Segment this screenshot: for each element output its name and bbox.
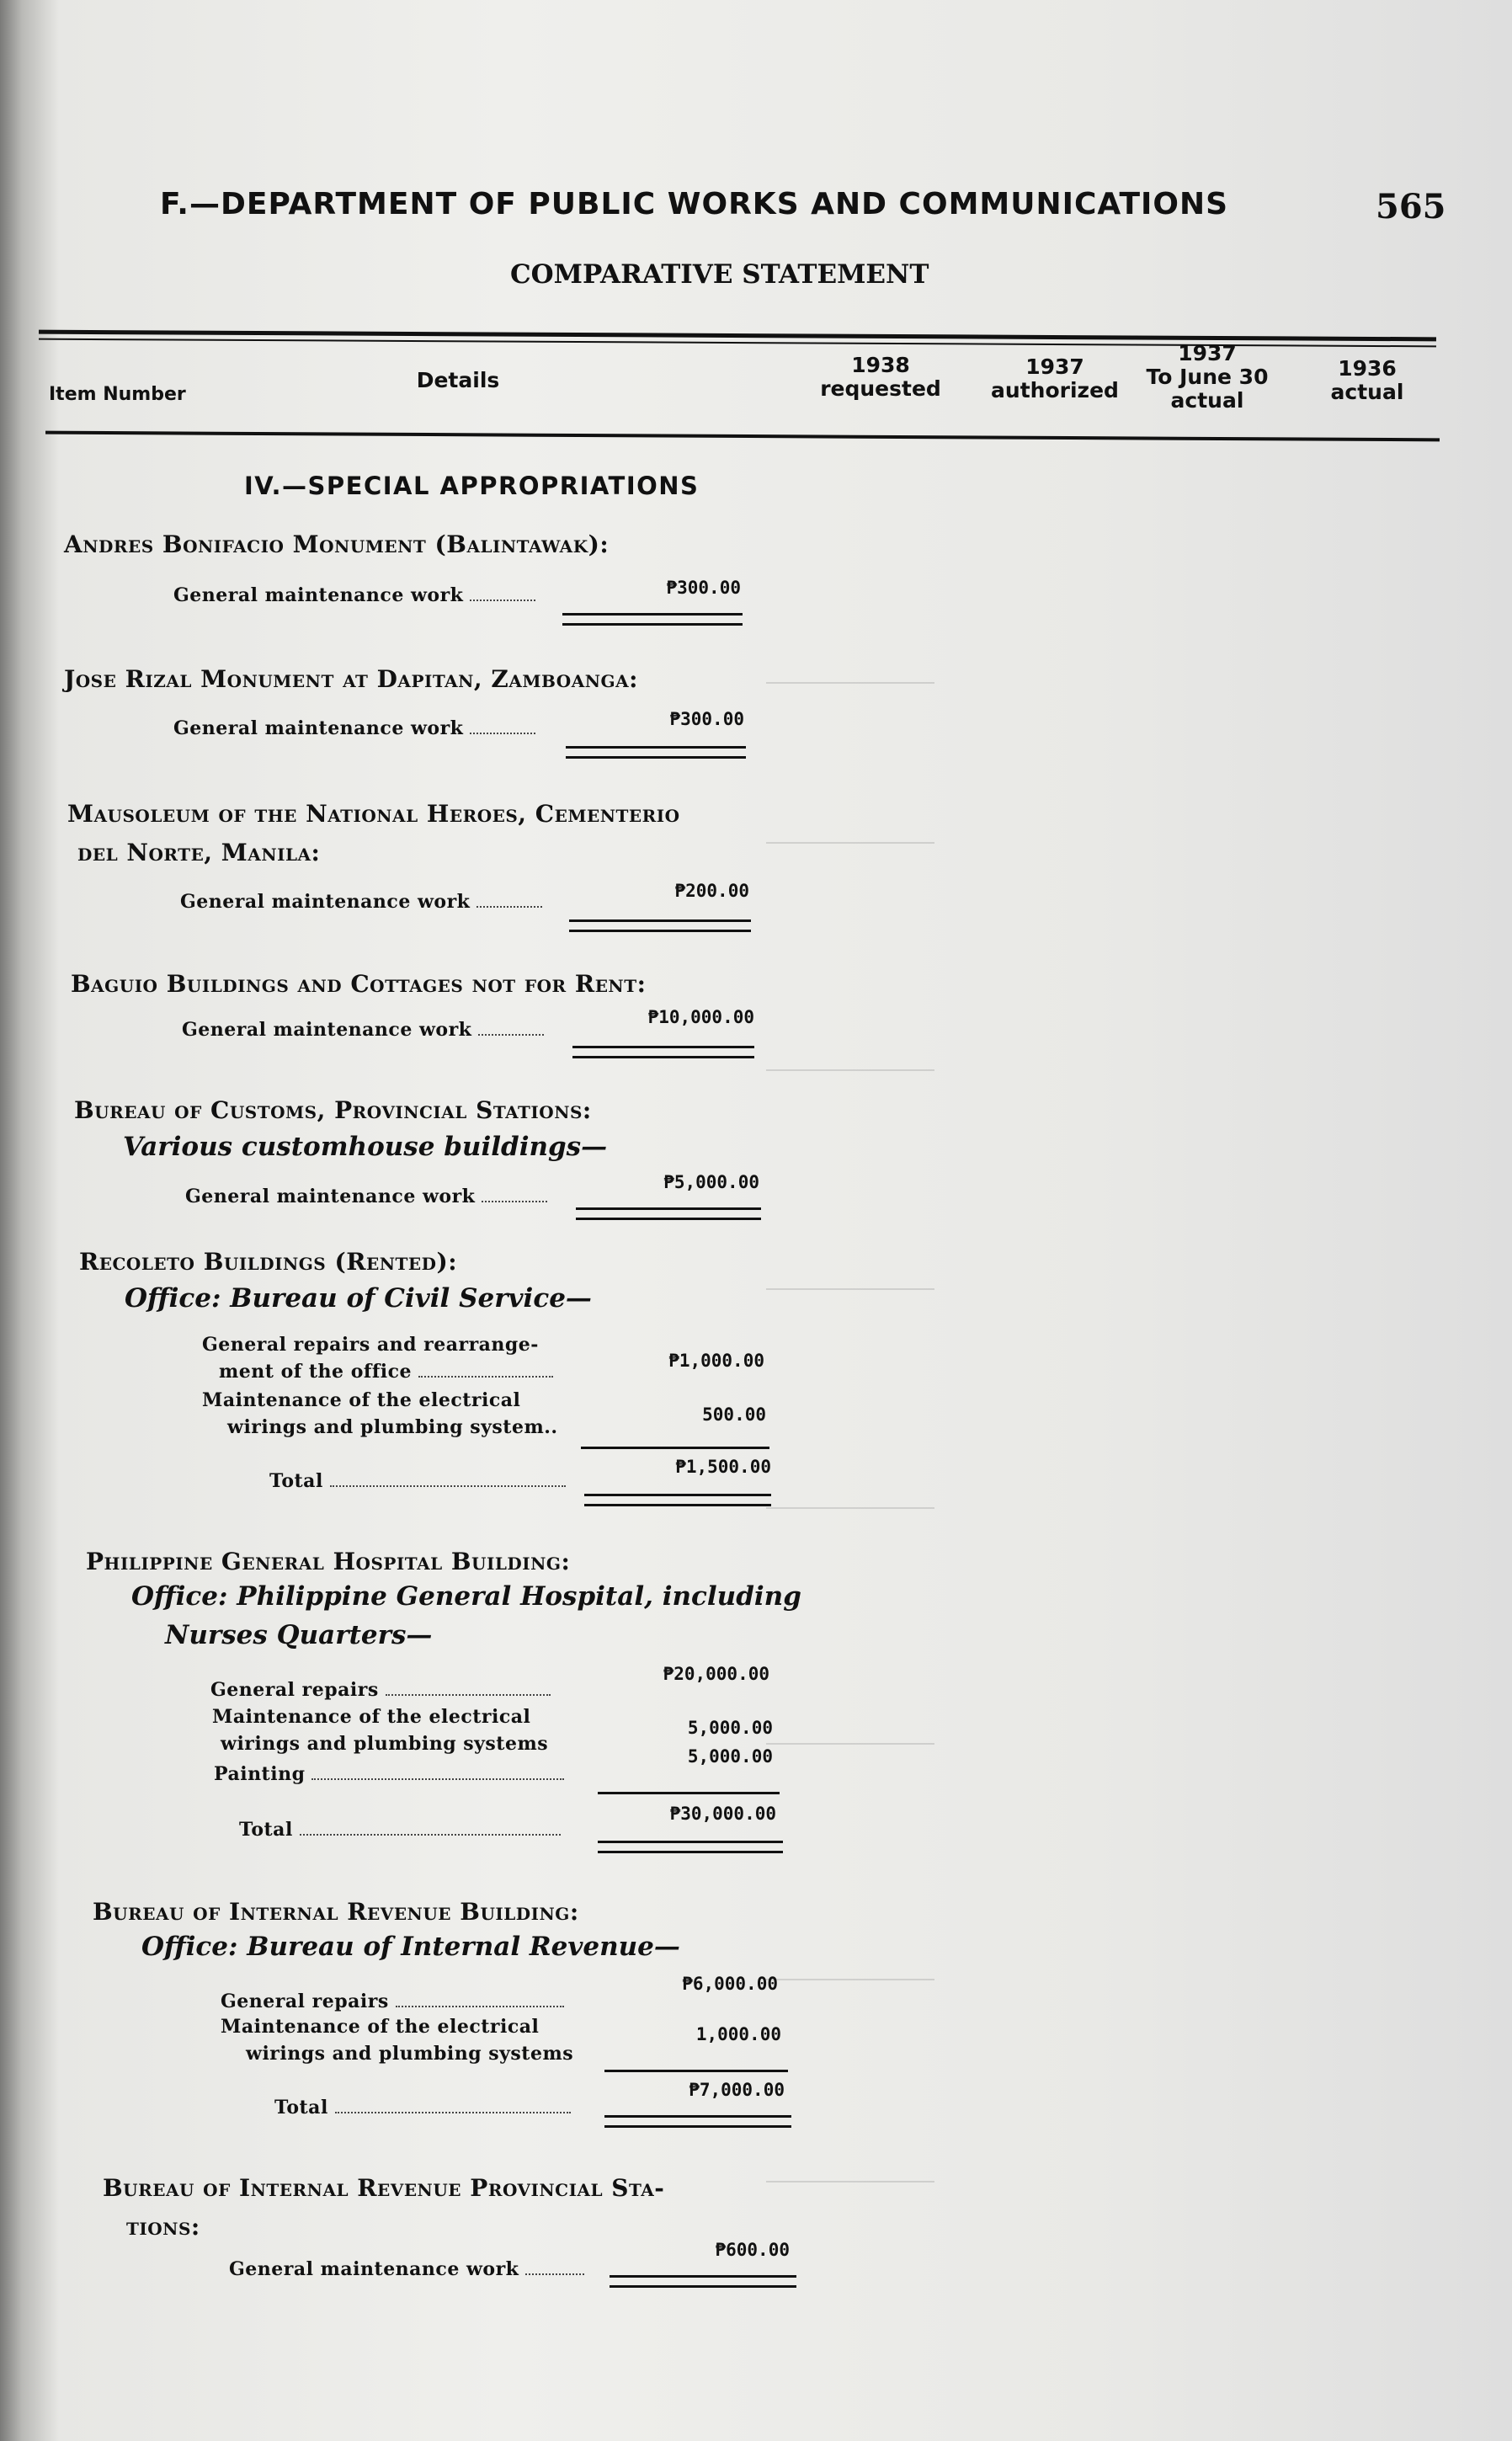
column-1938-requested: 1938 requested: [820, 353, 941, 401]
double-rule: [610, 2275, 796, 2288]
entry-amount-bir-provincial: ₱600.00: [715, 2240, 790, 2260]
entry-amount-pgh-1: ₱20,000.00: [663, 1664, 769, 1684]
entry-heading-customs: Bureau of Customs, Provincial Stations:: [74, 1096, 592, 1124]
subtotal-rule: [604, 2070, 788, 2072]
entry-total-bir: ₱7,000.00: [689, 2080, 785, 2100]
subtotal-rule: [598, 1792, 780, 1794]
header-bottom-rule: [45, 431, 1440, 442]
entry-amount-mausoleum: ₱200.00: [674, 881, 749, 901]
entry-total-label-recoleto: Total: [269, 1470, 566, 1492]
entry-amount-recoleto-1: ₱1,000.00: [668, 1351, 764, 1371]
entry-item-pgh-2-cont: wirings and plumbing systems: [221, 1733, 549, 1755]
column-1936-actual: 1936 actual: [1330, 356, 1404, 404]
entry-amount-bir-2: 1,000.00: [695, 2024, 781, 2044]
double-rule: [572, 1046, 754, 1058]
double-rule: [562, 613, 743, 626]
entry-item-bir-2: Maintenance of the electrical: [221, 2016, 540, 2038]
entry-heading-rizal: Jose Rizal Monument at Dapitan, Zamboanga:: [64, 665, 638, 693]
entry-total-pgh: ₱30,000.00: [669, 1804, 776, 1824]
entry-item-pgh-2: Maintenance of the electrical: [212, 1706, 531, 1728]
page-number: 565: [1376, 187, 1446, 227]
entry-item-recoleto-1: General repairs and rearrange-: [202, 1334, 539, 1356]
entry-item-bir-2-cont: wirings and plumbing systems: [246, 2043, 574, 2065]
entry-total-label-pgh: Total: [239, 1819, 561, 1841]
double-rule: [576, 1207, 761, 1220]
double-rule: [566, 746, 746, 759]
entry-item-recoleto-2-cont: wirings and plumbing system..: [227, 1416, 558, 1438]
entry-office-pgh-cont: Nurses Quarters—: [165, 1620, 433, 1650]
double-rule: [604, 2115, 791, 2128]
entry-item-baguio: General maintenance work: [182, 1019, 544, 1041]
entry-heading-baguio: Baguio Buildings and Cottages not for Rent:: [71, 970, 647, 998]
statement-subtitle: COMPARATIVE STATEMENT: [510, 259, 929, 290]
entry-heading-bir-provincial-cont: tions:: [126, 2213, 200, 2241]
entry-amount-bonifacio: ₱300.00: [666, 578, 741, 598]
column-details: Details: [416, 368, 500, 392]
entry-item-customs: General maintenance work: [185, 1186, 547, 1207]
entry-amount-recoleto-2: 500.00: [702, 1404, 766, 1425]
entry-total-label-bir: Total: [274, 2097, 571, 2119]
entry-item-bir-1: General repairs: [221, 1991, 564, 2012]
entry-amount-rizal: ₱300.00: [669, 709, 744, 729]
double-rule: [598, 1841, 783, 1853]
entry-item-mausoleum: General maintenance work: [180, 891, 542, 913]
entry-heading-mausoleum-cont: del Norte, Manila:: [77, 839, 321, 866]
entry-item-recoleto-2: Maintenance of the electrical: [202, 1389, 521, 1411]
entry-amount-pgh-3: 5,000.00: [687, 1746, 773, 1767]
section-title: IV.—SPECIAL APPROPRIATIONS: [244, 472, 700, 500]
entry-office-customs: Various customhouse buildings—: [123, 1132, 608, 1162]
column-1937-to-june-30-actual: 1937 To June 30 actual: [1146, 341, 1269, 413]
bleed-through-texture: [766, 446, 1406, 2214]
entry-amount-bir-1: ₱6,000.00: [682, 1974, 778, 1994]
department-title: F.—DEPARTMENT OF PUBLIC WORKS AND COMMUNICATIONS: [160, 187, 1229, 221]
entry-heading-bir: Bureau of Internal Revenue Building:: [93, 1898, 579, 1926]
entry-office-bir: Office: Bureau of Internal Revenue—: [141, 1932, 680, 1962]
entry-heading-bir-provincial: Bureau of Internal Revenue Provincial Sta-: [103, 2174, 665, 2202]
entry-heading-pgh: Philippine General Hospital Building:: [86, 1548, 571, 1575]
column-item-number: Item Number: [49, 384, 186, 405]
entry-item-rizal: General maintenance work: [173, 717, 535, 739]
entry-office-recoleto: Office: Bureau of Civil Service—: [125, 1283, 592, 1314]
double-rule: [584, 1494, 771, 1506]
column-1937-authorized: 1937 authorized: [991, 354, 1119, 402]
entry-heading-bonifacio: Andres Bonifacio Monument (Balintawak):: [64, 530, 610, 558]
entry-item-pgh-3: Painting: [214, 1763, 564, 1785]
entry-item-pgh-1: General repairs: [210, 1679, 551, 1701]
entry-item-bonifacio: General maintenance work: [173, 584, 535, 606]
entry-total-recoleto: ₱1,500.00: [675, 1457, 771, 1477]
entry-office-pgh: Office: Philippine General Hospital, including: [131, 1581, 801, 1612]
subtotal-rule: [581, 1447, 769, 1449]
double-rule: [569, 919, 751, 932]
entry-amount-baguio: ₱10,000.00: [647, 1007, 754, 1027]
entry-amount-customs: ₱5,000.00: [663, 1172, 759, 1192]
entry-amount-pgh-2: 5,000.00: [687, 1718, 773, 1738]
entry-item-bir-provincial: General maintenance work: [229, 2258, 584, 2280]
entry-heading-mausoleum: Mausoleum of the National Heroes, Cementerio: [67, 800, 680, 828]
entry-heading-recoleto: Recoleto Buildings (Rented):: [79, 1248, 458, 1276]
entry-item-recoleto-1-cont: ment of the office: [219, 1361, 553, 1383]
